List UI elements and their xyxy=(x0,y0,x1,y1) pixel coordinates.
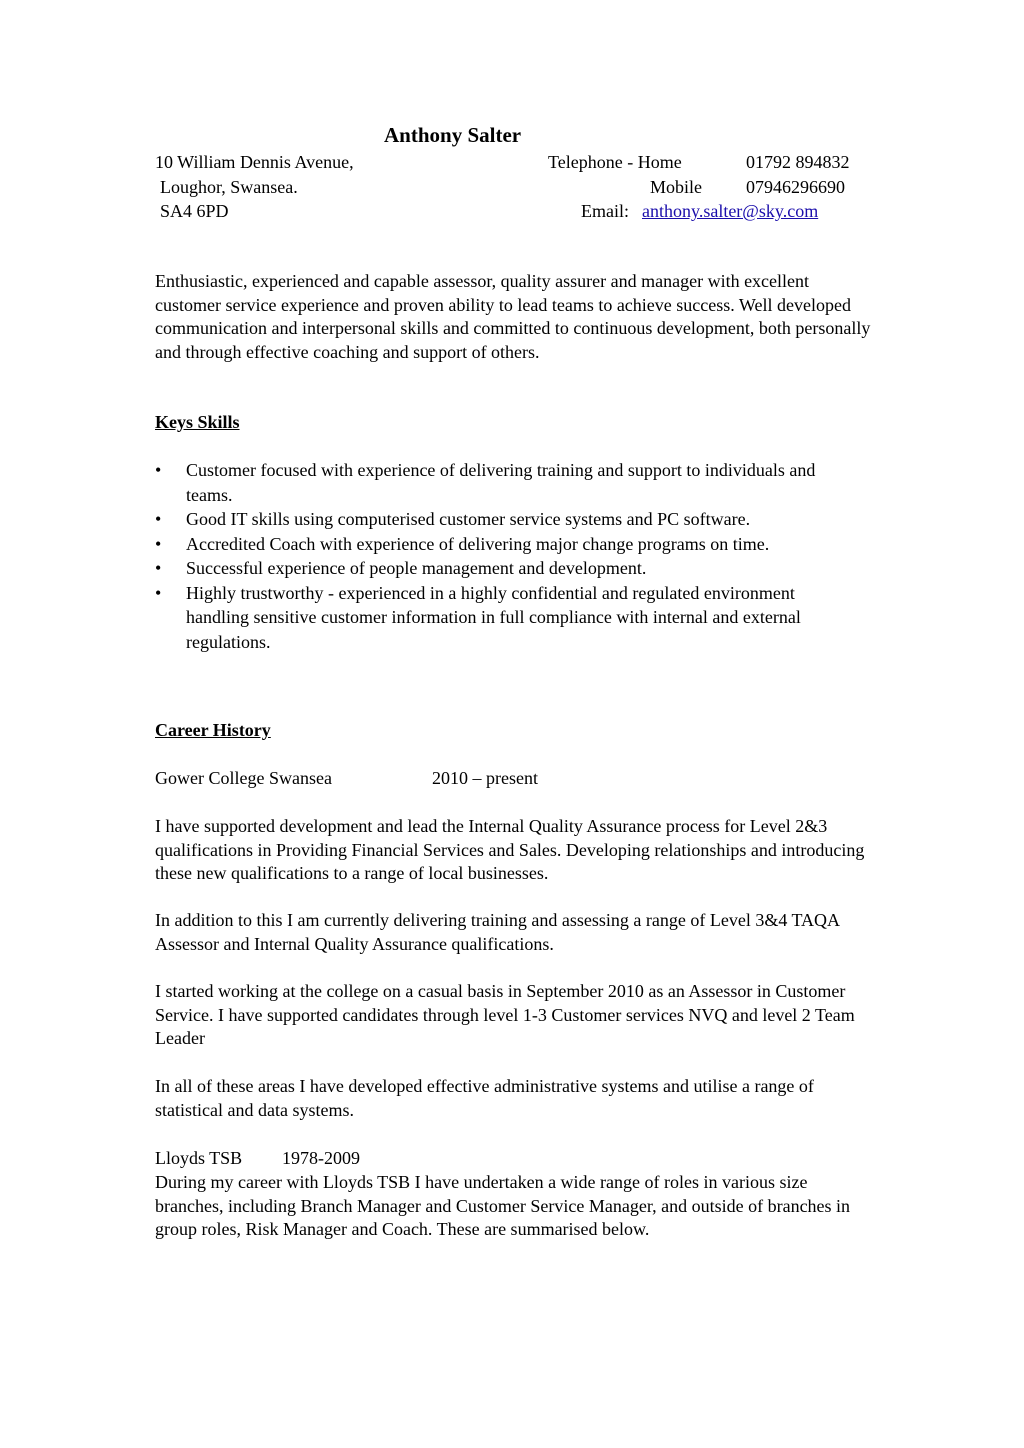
mobile-phone-number: 07946296690 xyxy=(746,176,845,197)
bullet-icon: • xyxy=(155,558,162,578)
skill-text: Highly trustworthy - experienced in a highly confidential and regulated environment handling sensitive customer information in full compliance with internal and external regulations. xyxy=(186,582,801,652)
job-lloyds-header xyxy=(155,1147,875,1171)
job-gower-paragraph xyxy=(155,980,875,1051)
mobile-phone-label: Mobile xyxy=(650,176,702,197)
address-line: Loughor, Swansea. xyxy=(160,176,298,197)
email-link[interactable]: anthony.salter@sky.com xyxy=(642,201,819,221)
address-line: 10 William Dennis Avenue, xyxy=(155,152,354,172)
address-line: SA4 6PD xyxy=(160,201,229,221)
email-row xyxy=(540,200,870,225)
career-heading-block xyxy=(155,719,875,743)
employment-dates: 2010 – present xyxy=(432,768,538,788)
list-item xyxy=(155,507,855,532)
paragraph-text: I started working at the college on a casual basis in September 2010 as an Assessor in Customer Service. I have supported candidates through level 1-3 Customer services NVQ and level 2 Team Leader xyxy=(155,981,855,1048)
list-item xyxy=(155,458,855,507)
job-lloyds-paragraph xyxy=(155,1171,875,1242)
home-phone-label: Telephone - Home xyxy=(548,152,682,172)
paragraph-text: In all of these areas I have developed effective administrative systems and utilise a range of statistical and data systems. xyxy=(155,1076,814,1120)
profile-summary xyxy=(155,270,875,364)
skill-text: Successful experience of people management and development. xyxy=(186,558,647,578)
skill-text: Customer focused with experience of delivering training and support to individuals and teams. xyxy=(186,460,816,505)
employment-dates: 1978-2009 xyxy=(282,1148,360,1168)
email-label: Email: xyxy=(581,201,629,221)
bullet-icon: • xyxy=(155,509,162,529)
bullet-icon: • xyxy=(155,582,162,603)
skill-text: Accredited Coach with experience of delivering major change programs on time. xyxy=(186,533,770,554)
list-item xyxy=(155,532,855,557)
paragraph-text: In addition to this I am currently delivering training and assessing a range of Level 3&4 TAQA Assessor and Internal Quality Assurance qualifications. xyxy=(155,910,840,954)
list-item xyxy=(155,581,855,655)
home-phone-row xyxy=(540,151,870,176)
job-gower-paragraph xyxy=(155,1075,875,1122)
key-skills-list xyxy=(155,458,855,654)
list-item xyxy=(155,556,855,581)
postal-address xyxy=(155,151,354,225)
contact-details xyxy=(540,151,870,225)
paragraph-text: During my career with Lloyds TSB I have undertaken a wide range of roles in various size branches, including Branch Manager and Customer Service Manager, and outside of branches in group roles, Risk Manager and Coach. These are summarised below. xyxy=(155,1172,851,1239)
candidate-name: Anthony Salter xyxy=(384,123,522,147)
mobile-phone-row xyxy=(540,176,870,201)
summary-text: Enthusiastic, experienced and capable assessor, quality assurer and manager with excellent customer service experience and proven ability to lead teams to achieve success. Well developed communication and interpersonal skills and committed to continuous development, both personally and through effective coaching and support of others. xyxy=(155,271,871,362)
career-history-heading: Career History xyxy=(155,720,271,740)
home-phone-number: 01792 894832 xyxy=(746,152,850,172)
employer-name: Lloyds TSB xyxy=(155,1148,243,1168)
paragraph-text: I have supported development and lead the Internal Quality Assurance process for Level 2&3 qualifications in Providing Financial Services and Sales. Developing relationships and introducing these new qualifications to a range of local businesses. xyxy=(155,816,865,883)
bullet-icon: • xyxy=(155,533,162,554)
job-gower-header xyxy=(155,767,875,791)
skill-text: Good IT skills using computerised customer service systems and PC software. xyxy=(186,509,751,529)
key-skills-heading-block xyxy=(155,411,875,435)
key-skills-heading: Keys Skills xyxy=(155,412,240,432)
job-gower-paragraph xyxy=(155,815,875,886)
bullet-icon: • xyxy=(155,460,162,480)
employer-name: Gower College Swansea xyxy=(155,768,332,788)
job-gower-paragraph xyxy=(155,909,875,956)
